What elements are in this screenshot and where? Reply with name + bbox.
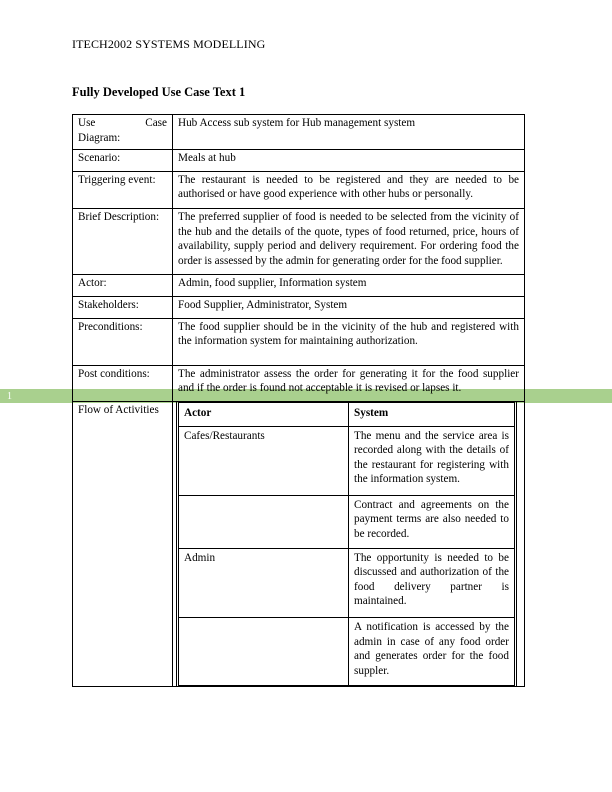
flow-header-system: System: [349, 402, 515, 426]
row-label-part: Case: [145, 117, 167, 129]
row-label: Preconditions:: [73, 318, 173, 365]
row-value: The administrator assess the order for generating it for the food supplier and if the order is found not acceptable it is revised or lapses it.: [173, 365, 525, 401]
use-case-row-scenario: [73, 150, 525, 172]
flow-system-cell: The menu and the service area is recorded along with the details of the restaurant for registering with the information system.: [349, 426, 515, 495]
row-value: Hub Access sub system for Hub management system: [173, 115, 525, 150]
flow-actor-cell: Admin: [179, 548, 349, 617]
row-label: Triggering event:: [73, 171, 173, 208]
flow-header-actor: Actor: [179, 402, 349, 426]
section-title: Fully Developed Use Case Text 1: [72, 85, 246, 99]
flow-actor-cell: [179, 618, 349, 686]
use-case-row-actor: [73, 275, 525, 297]
flow-row: [179, 618, 515, 686]
flow-system-cell: A notification is accessed by the admin in case of any food order and generates order for the food suppler.: [349, 618, 515, 686]
line-number-marker: 1: [7, 391, 12, 402]
flow-row: [179, 495, 515, 548]
use-case-row-flow-of-activities: [73, 401, 525, 687]
row-label: [73, 115, 173, 150]
flow-wrapper: [176, 402, 517, 687]
flow-actor-cell: [179, 495, 349, 548]
row-value: The restaurant is needed to be registered and they are needed to be authorised or have good experience with other hubs or personally.: [173, 171, 525, 208]
row-value: Meals at hub: [173, 150, 525, 172]
flow-system-cell: Contract and agreements on the payment terms are also needed to be recorded.: [349, 495, 515, 548]
use-case-row-triggering-event: [73, 171, 525, 208]
flow-system-cell: The opportunity is needed to be discussed and authorization of the food delivery partner is maintained.: [349, 548, 515, 617]
use-case-table: [72, 114, 525, 687]
row-value: The preferred supplier of food is needed to be selected from the vicinity of the hub and the details of the quote, types of food returned, price, hours of availability, supply period and delivery requirement. For ordering food the order is assessed by the admin for generating order for the food supplier.: [173, 208, 525, 274]
flow-actor-cell: Cafes/Restaurants: [179, 426, 349, 495]
row-value: Admin, food supplier, Information system: [173, 275, 525, 297]
flow-cell: [173, 401, 525, 687]
flow-of-activities-table: [178, 402, 515, 687]
row-label-part: Diagram:: [78, 131, 121, 144]
use-case-row-stakeholders: [73, 296, 525, 318]
row-label: Actor:: [73, 275, 173, 297]
row-value: The food supplier should be in the vicinity of the hub and registered with the information system for maintaining authorization.: [173, 318, 525, 365]
row-label: Flow of Activities: [73, 401, 173, 687]
flow-row: [179, 426, 515, 495]
use-case-row-diagram: [73, 115, 525, 150]
document-header: ITECH2002 SYSTEMS MODELLING: [72, 37, 266, 51]
row-label: Brief Description:: [73, 208, 173, 274]
use-case-row-brief-description: [73, 208, 525, 274]
flow-header-row: [179, 402, 515, 426]
use-case-row-preconditions: [73, 318, 525, 365]
row-value: Food Supplier, Administrator, System: [173, 296, 525, 318]
row-label: Stakeholders:: [73, 296, 173, 318]
row-label-part: Use: [78, 117, 96, 129]
row-label: Post conditions:: [73, 365, 173, 401]
row-label: Scenario:: [73, 150, 173, 172]
flow-row: [179, 548, 515, 617]
use-case-row-post-conditions: [73, 365, 525, 401]
